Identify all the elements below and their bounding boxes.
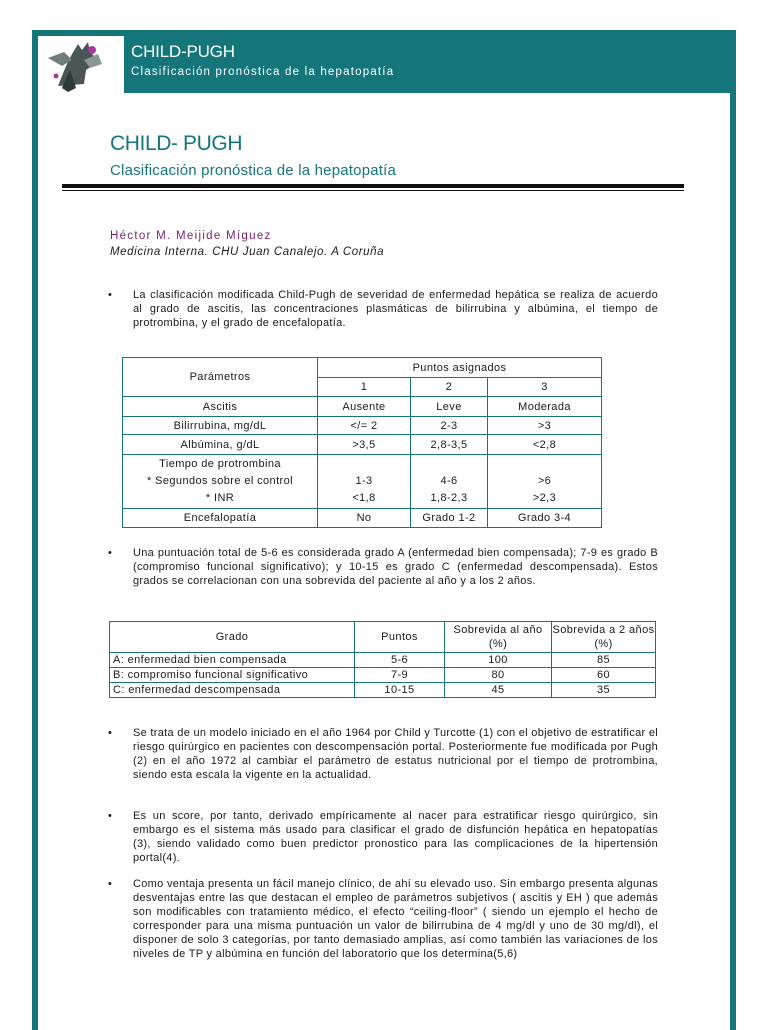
cell: No: [318, 509, 411, 528]
cell: 80: [445, 668, 552, 683]
row-label: Ascitis: [123, 397, 318, 417]
paragraph-3: Se trata de un modelo iniciado en el año 1964 por Child y Turcotte (1) con el objetivo de estratificar el riesgo quirúrgico en pacientes con descompensación portal. Posteriormente fue modificada por Pugh (2) en el año 1972 al cambiar el parámetro de estatus nutricional por el tiempo de protrombina, siendo esta escala la vigente en la actualidad.: [133, 727, 658, 782]
tp-title: Tiempo de protrombina: [159, 458, 281, 470]
title-rule-thick: [62, 184, 684, 188]
cell: 45: [445, 683, 552, 698]
header-grado: Grado: [110, 622, 355, 653]
header-sobrevida-2: Sobrevida a 2 años (%): [552, 622, 656, 653]
table-row: [123, 509, 602, 528]
cell: 10-15: [355, 683, 445, 698]
cell: 2-3: [411, 417, 488, 435]
paragraph-2: Una puntuación total de 5-6 es considerada grado A (enfermedad bien compensada); 7-9 es grado B (compromiso funcional significativo); y 10-15 es grado C (enfermedad descompensada). Estos grados se correlacionan con una sobrevida del paciente al año y a los 2 años.: [133, 547, 658, 588]
row-label: Bilirrubina, mg/dL: [123, 417, 318, 435]
table-row: [123, 435, 602, 455]
row-label: [123, 455, 318, 509]
header-puntos: Puntos asignados: [318, 358, 602, 378]
header-subtitle: Clasificación pronóstica de la hepatopatía: [131, 66, 395, 78]
row-label: Albúmina, g/dL: [123, 435, 318, 455]
cell: Grado 3-4: [488, 509, 602, 528]
cell: Moderada: [488, 397, 602, 417]
cell-value: >2,3: [532, 492, 557, 504]
cell: [488, 455, 602, 509]
table-row: [110, 653, 656, 668]
cell-value: 4-6: [440, 475, 458, 487]
author-name: Héctor M. Meijide Míguez: [110, 230, 272, 242]
scoring-table: [122, 357, 602, 528]
cell: <2,8: [488, 435, 602, 455]
header-parametros: Parámetros: [123, 358, 318, 397]
cell-value: 1,8-2,3: [430, 492, 468, 504]
cell: C: enfermedad descompensada: [110, 683, 355, 698]
cell: 85: [552, 653, 656, 668]
bullet-icon: •: [108, 810, 112, 822]
tp-inr-label: * INR: [205, 492, 235, 504]
header-point-3: 3: [488, 378, 602, 397]
cell: [318, 455, 411, 509]
table-row: [123, 397, 602, 417]
bullet-icon: •: [108, 289, 112, 301]
cell: 35: [552, 683, 656, 698]
cell: >3,5: [318, 435, 411, 455]
cell-value: >6: [537, 475, 552, 487]
cell: Grado 1-2: [411, 509, 488, 528]
paragraph-1: La clasificación modificada Child-Pugh de severidad de enfermedad hepática se realiza de acuerdo al grado de ascitis, las concentraciones plasmáticas de bilirrubina y albúmina, el tiempo de protrombina, y el grado de encefalopatía.: [133, 289, 658, 330]
table-row: [110, 668, 656, 683]
header-point-2: 2: [411, 378, 488, 397]
table-row: [123, 455, 602, 509]
cell: 60: [552, 668, 656, 683]
header-sobrevida-1: Sobrevida al año (%): [445, 622, 552, 653]
table-row: [123, 417, 602, 435]
cell: B: compromiso funcional significativo: [110, 668, 355, 683]
cell: >3: [488, 417, 602, 435]
document-subtitle: Clasificación pronóstica de la hepatopatía: [110, 162, 397, 179]
cell: </= 2: [318, 417, 411, 435]
grades-table: [109, 621, 656, 698]
bullet-icon: •: [108, 878, 112, 890]
logo-image: [38, 36, 124, 93]
cell: 5-6: [355, 653, 445, 668]
cell: [411, 455, 488, 509]
document-title: CHILD- PUGH: [110, 132, 243, 155]
author-affiliation: Medicina Interna. CHU Juan Canalejo. A Coruña: [110, 246, 385, 258]
title-rule-thin: [62, 190, 684, 191]
bullet-icon: •: [108, 727, 112, 739]
cell: 2,8-3,5: [411, 435, 488, 455]
paragraph-5: Como ventaja presenta un fácil manejo clínico, de ahí su elevado uso. Sin embargo presenta algunas desventajas entre las que destacan el empleo de parámetros subjetivos ( ascitis y EH ) que además son modificables con tratamiento médico, el efecto “ceiling-floor” ( siendo un ejemplo el hecho de corresponder para una misma puntuación un valor de bilirrubina de 4 mg/dl y uno de 30 mg/dl), el disponer de solo 3 categorías, por tanto demasiado amplias, así como también las variaciones de los niveles de TP y albúmina en función del laboratorio que los determina(5,6): [133, 878, 658, 961]
cell: Leve: [411, 397, 488, 417]
cell-value: 1-3: [355, 475, 373, 487]
table-row: [110, 683, 656, 698]
header-point-1: 1: [318, 378, 411, 397]
cell: Ausente: [318, 397, 411, 417]
bullet-icon: •: [108, 547, 112, 559]
row-label: Encefalopatía: [123, 509, 318, 528]
cell-value: <1,8: [352, 492, 376, 504]
paragraph-4: Es un score, por tanto, derivado empíricamente al nacer para estratificar riesgo quirúrgico, sin embargo es el sistema más usado para clasificar el grado de disfunción hepática en hepatopatías (3), siendo validado como buen predictor pronostico para las complicaciones de la hipertensión portal(4).: [133, 810, 658, 865]
tp-seconds-label: * Segundos sobre el control: [147, 475, 293, 487]
header-title: CHILD-PUGH: [131, 42, 235, 61]
cell: 100: [445, 653, 552, 668]
cell: A: enfermedad bien compensada: [110, 653, 355, 668]
header-puntos: Puntos: [355, 622, 445, 653]
cell: 7-9: [355, 668, 445, 683]
